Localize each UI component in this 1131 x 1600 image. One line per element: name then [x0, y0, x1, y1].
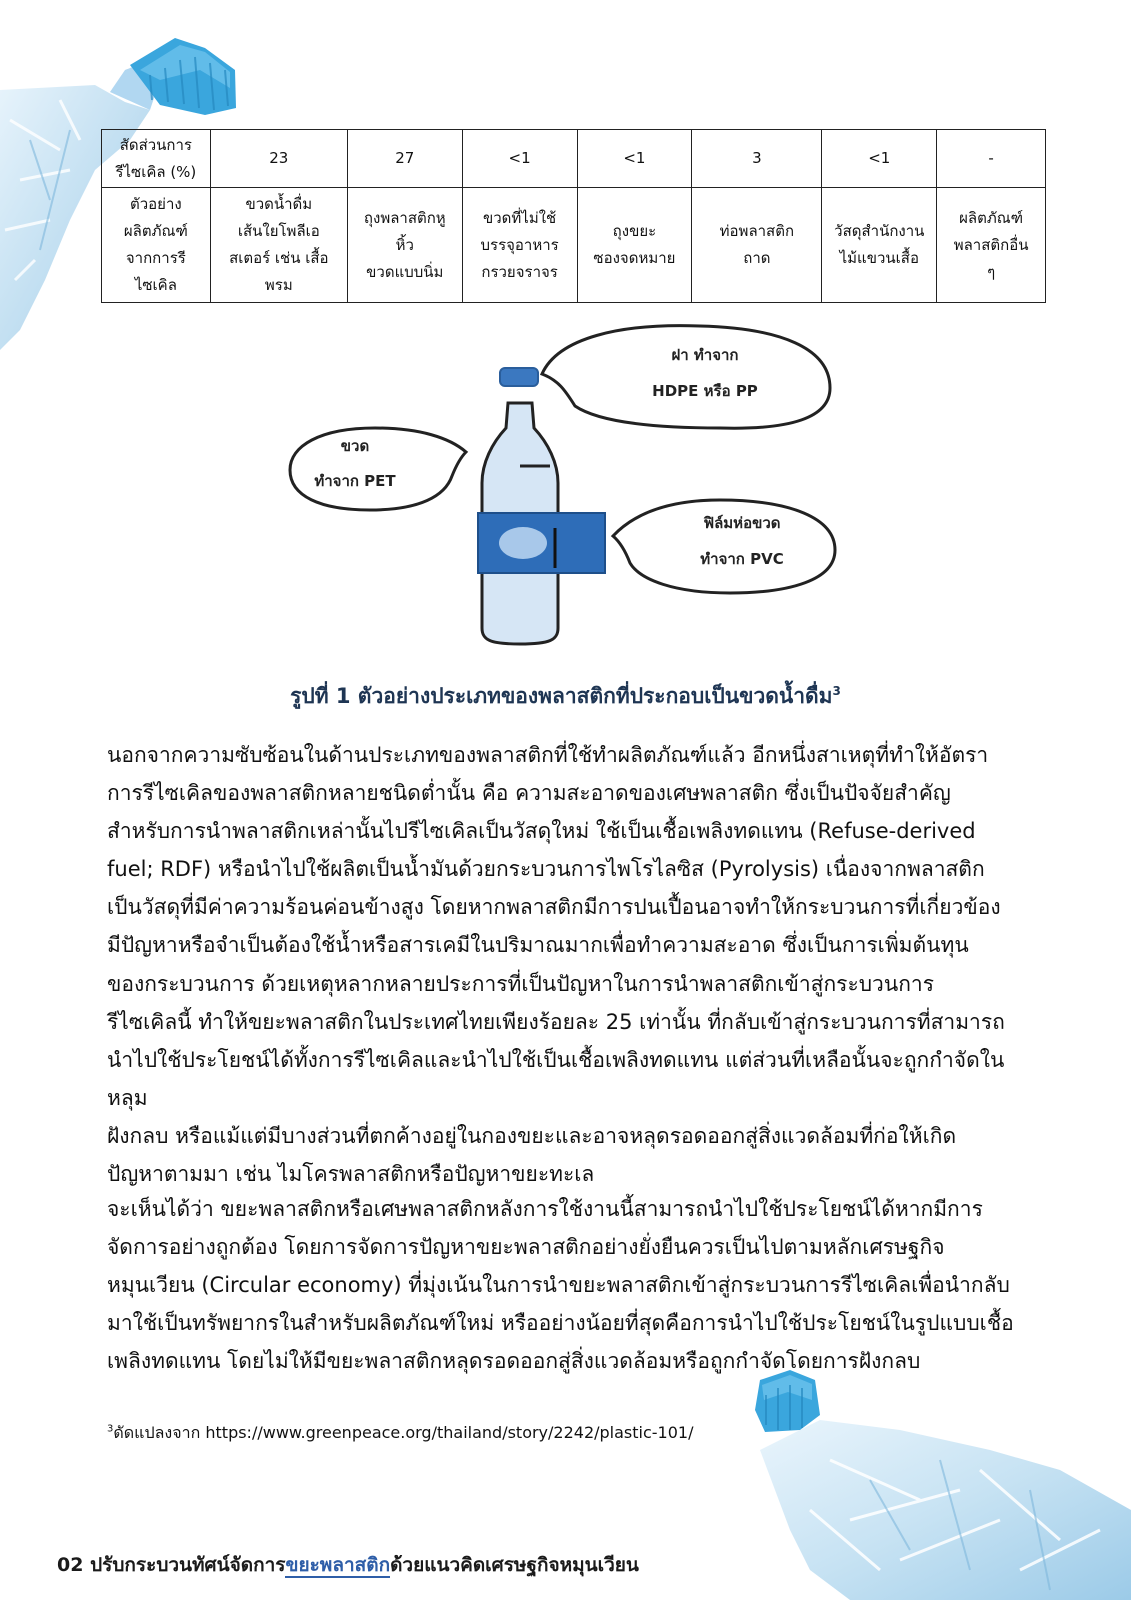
- page-number: 02: [57, 1554, 84, 1576]
- rate-cell: 27: [347, 130, 462, 188]
- product-example-row: [102, 188, 1046, 303]
- cell-line: ผลิตภัณฑ์: [123, 222, 188, 240]
- label-ellipse: [499, 527, 547, 559]
- cap-speech-bubble: [542, 326, 830, 429]
- example-cell: [577, 188, 692, 303]
- figure-caption-text: รูปที่ 1 ตัวอย่างประเภทของพลาสติกที่ประกอบเป็นขวดน้ำดื่ม: [290, 684, 833, 708]
- example-cell: [937, 188, 1046, 303]
- paragraph-line: จะเห็นได้ว่า ขยะพลาสติกหรือเศษพลาสติกหลังการใช้งานนี้สามารถนำไปใช้ประโยชน์ได้หากมีการ: [107, 1197, 983, 1221]
- cell-line: จากการรี: [125, 249, 186, 267]
- example-cell: [462, 188, 577, 303]
- body-paragraph-2: [107, 1190, 1027, 1380]
- cell-line: พลาสติกอื่น: [953, 235, 1029, 254]
- paragraph-line: สำหรับการนำพลาสติกเหล่านั้นไปรีไซเคิลเป็นวัสดุใหม่ ใช้เป็นเชื้อเพลิงทดแทน (Refuse-derived: [107, 819, 976, 844]
- figure-caption-ref: 3: [832, 684, 841, 698]
- example-cell: [692, 188, 822, 303]
- cell-line: ตัวอย่าง: [130, 195, 182, 213]
- paragraph-line: การรีไซเคิลของพลาสติกหลายชนิดต่ำนั้น คือ ความสะอาดของเศษพลาสติก ซึ่งเป็นปัจจัยสำคัญ: [107, 781, 951, 806]
- cell-line: ขวดน้ำดื่ม: [245, 195, 313, 213]
- rate-cell: <1: [822, 130, 937, 188]
- paragraph-line: มีปัญหาหรือจำเป็นต้องใช้น้ำหรือสารเคมีในปริมาณมากเพื่อทำความสะอาด ซึ่งเป็นการเพิ่มต้นทุน: [107, 933, 969, 958]
- paragraph-line: เป็นวัสดุที่มีค่าความร้อนค่อนข้างสูง โดยหากพลาสติกมีการปนเปื้อนอาจทำให้กระบวนการที่เกี่ยวข้อง: [107, 895, 1001, 920]
- bottle-cap: [500, 368, 538, 386]
- bottle-material-line2: ทำจาก PET: [314, 472, 396, 490]
- cap-material-line1: ฝา ทำจาก: [671, 346, 739, 364]
- paragraph-line: ปัญหาตามมา เช่น ไมโครพลาสติกหรือปัญหาขยะทะเล: [107, 1162, 595, 1187]
- paragraph-line: มาใช้เป็นทรัพยากรในสำหรับผลิตภัณฑ์ใหม่ หรืออย่างน้อยที่สุดคือการนำไปใช้ประโยชน์ในรูปแบบเชื้อ: [107, 1311, 1014, 1336]
- cell-line: ถุงพลาสติกหู: [363, 208, 446, 227]
- example-cell: [822, 188, 937, 303]
- bottle-material-line1: ขวด: [340, 437, 370, 455]
- rate-cell: <1: [462, 130, 577, 188]
- cell-line: ซองจดหมาย: [593, 249, 676, 267]
- cell-line: ท่อพลาสติก: [719, 222, 795, 240]
- rate-cell: <1: [577, 130, 692, 188]
- paragraph-line: ของกระบวนการ ด้วยเหตุหลากหลายประการที่เป็นปัญหาในการนำพลาสติกเข้าสู่กระบวนการ: [107, 971, 934, 996]
- cell-line: กรวยจราจร: [481, 262, 558, 281]
- cell-line: ไม้แขวนเสื้อ: [839, 249, 919, 267]
- cell-line: เส้นใยโพลีเอ: [237, 222, 320, 240]
- rate-row-header: สัดส่วนการรีไซเคิล (%): [102, 130, 211, 188]
- paragraph-line: รีไซเคิลนี้ ทำให้ขยะพลาสติกในประเทศไทยเพียงร้อยละ 25 เท่านั้น ที่กลับเข้าสู่กระบวนการที่สามารถ: [107, 1009, 1005, 1034]
- example-cell: [347, 188, 462, 303]
- cell-line: บรรจุอาหาร: [480, 235, 559, 254]
- cell-line: หิ้ว: [395, 235, 414, 254]
- rate-cell: 23: [210, 130, 347, 188]
- recycling-rate-table: [101, 129, 1046, 303]
- film-material-line2: ทำจาก PVC: [700, 550, 784, 568]
- footnote-text: ดัดแปลงจาก https://www.greenpeace.org/thailand/story/2242/plastic-101/: [113, 1423, 694, 1442]
- paragraph-line: นำไปใช้ประโยชน์ได้ทั้งการรีไซเคิลและนำไปใช้เป็นเชื้อเพลิงทดแทน แต่ส่วนที่เหลือนั้นจะถูกกำจัดในหลุม: [107, 1047, 1005, 1110]
- recycling-rate-row: [102, 130, 1046, 188]
- paragraph-line: หมุนเวียน (Circular economy) ที่มุ่งเน้นในการนำขยะพลาสติกเข้าสู่กระบวนการรีไซเคิลเพื่อนำกลับ: [107, 1273, 1010, 1298]
- paragraph-line: นอกจากความซับซ้อนในด้านประเภทของพลาสติกที่ใช้ทำผลิตภัณฑ์แล้ว อีกหนึ่งสาเหตุที่ทำให้อัตรา: [107, 743, 989, 767]
- paragraph-line: เพลิงทดแทน โดยไม่ให้มีขยะพลาสติกหลุดรอดออกสู่สิ่งแวดล้อมหรือถูกกำจัดโดยการฝังกลบ: [107, 1349, 921, 1374]
- cell-line: ไซเคิล: [134, 276, 177, 294]
- rate-cell: 3: [692, 130, 822, 188]
- crushed-bottle-bottom-right-image: [700, 1370, 1131, 1600]
- cell-line: วัสดุสำนักงาน: [834, 222, 925, 240]
- cell-line: ผลิตภัณฑ์: [959, 208, 1024, 227]
- footnote: [107, 1421, 693, 1446]
- bottle-illustration: [280, 318, 860, 663]
- film-material-line1: ฟิล์มห่อขวด: [703, 514, 781, 532]
- paragraph-line: จัดการอย่างถูกต้อง โดยการจัดการปัญหาขยะพลาสติกอย่างยั่งยืนควรเป็นไปตามหลักเศรษฐกิจ: [107, 1235, 945, 1260]
- bottle-speech-bubble: [290, 428, 466, 510]
- page-footer: [57, 1550, 639, 1580]
- figure-caption: [0, 680, 1131, 713]
- footer-title-highlight: ขยะพลาสติก: [285, 1554, 391, 1576]
- paragraph-line: fuel; RDF) หรือนำไปใช้ผลิตเป็นน้ำมันด้วยกระบวนการไพโรไลซิส (Pyrolysis) เนื่องจากพลาสติก: [107, 857, 985, 882]
- body-paragraph-1: [107, 736, 1027, 1193]
- rate-cell: -: [937, 130, 1046, 188]
- example-cell: [210, 188, 347, 303]
- cell-line: ขวดที่ไม่ใช้: [482, 208, 557, 227]
- cell-line: สเตอร์ เช่น เสื้อ: [229, 249, 329, 267]
- cell-line: ถุงขยะ: [612, 222, 657, 240]
- paragraph-line: ฝังกลบ หรือแม้แต่มีบางส่วนที่ตกค้างอยู่ในกองขยะและอาจหลุดรอดออกสู่สิ่งแวดล้อมที่ก่อให้เกิด: [107, 1123, 957, 1148]
- footer-title-suffix: ด้วยแนวคิดเศรษฐกิจหมุนเวียน: [390, 1554, 639, 1576]
- footnote-ref: 3: [107, 1423, 114, 1435]
- footer-title-prefix: ปรับกระบวนทัศน์จัดการ: [90, 1554, 286, 1576]
- cell-line: ถาด: [743, 249, 771, 267]
- cell-line: ขวดแบบนิ่ม: [366, 262, 444, 281]
- example-row-header: [102, 188, 211, 303]
- cap-material-line2: HDPE หรือ PP: [652, 382, 758, 400]
- cell-line: พรม: [264, 276, 293, 294]
- cell-line: ๆ: [987, 262, 996, 281]
